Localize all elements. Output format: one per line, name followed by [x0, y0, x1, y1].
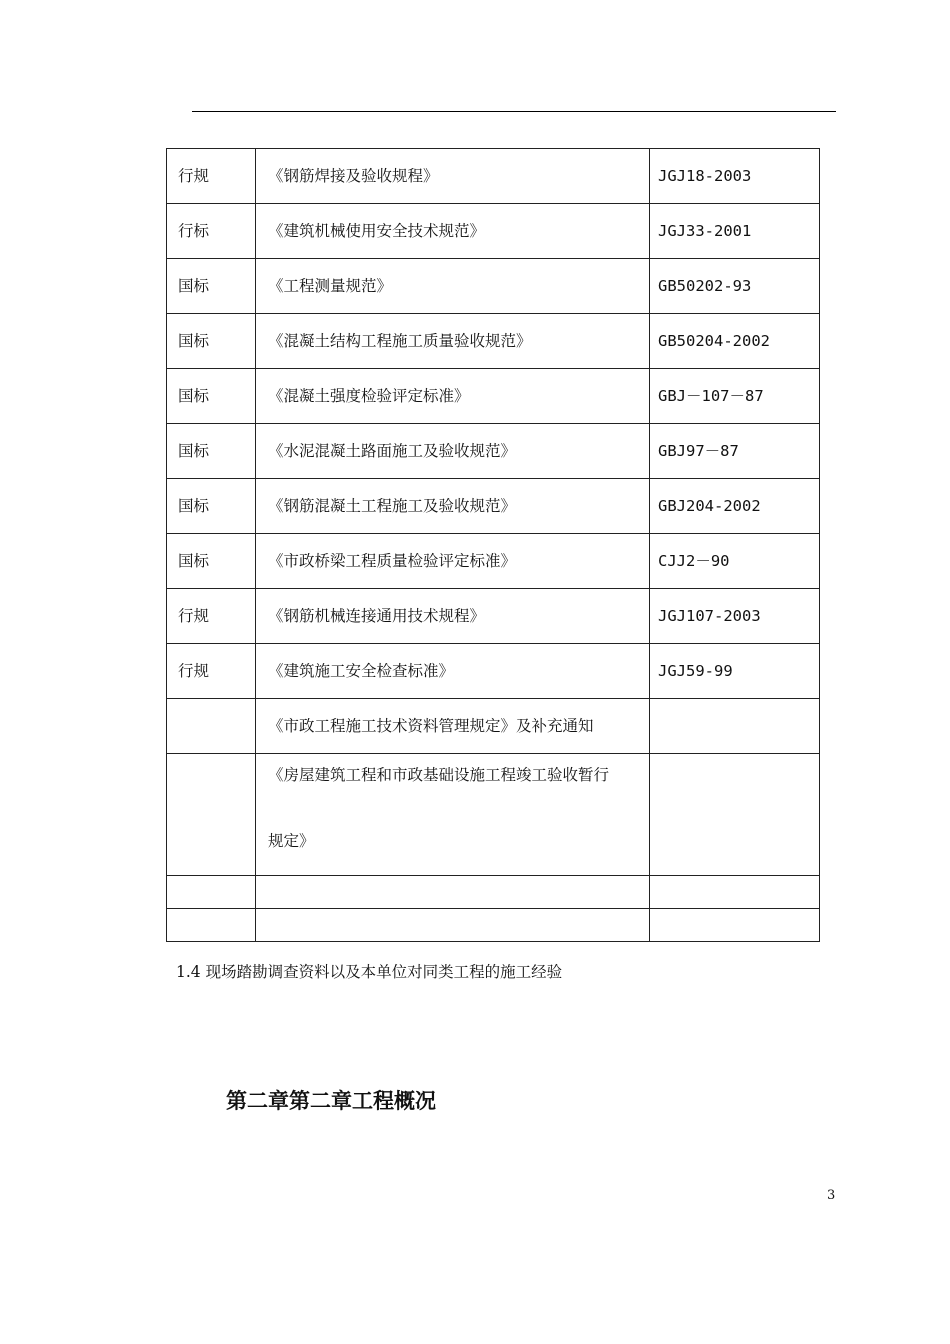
standard-code-cell — [650, 876, 820, 909]
title-line-1: 《房屋建筑工程和市政基础设施工程竣工验收暂行 — [268, 766, 610, 784]
standard-title-cell — [256, 909, 650, 942]
category-cell — [167, 876, 256, 909]
category-cell: 国标 — [167, 424, 256, 479]
category-cell: 国标 — [167, 369, 256, 424]
standard-title-cell: 《市政工程施工技术资料管理规定》及补充通知 — [256, 699, 650, 754]
standard-title-cell — [256, 876, 650, 909]
standard-code-cell: GB50204-2002 — [650, 314, 820, 369]
standard-title-cell — [256, 754, 650, 876]
standard-title-cell: 《混凝土强度检验评定标准》 — [256, 369, 650, 424]
page-number: 3 — [827, 1188, 836, 1203]
category-cell: 行规 — [167, 644, 256, 699]
table-row — [167, 534, 820, 589]
standard-code-cell: GB50202-93 — [650, 259, 820, 314]
standard-code-cell: JGJ107-2003 — [650, 589, 820, 644]
table-row — [167, 424, 820, 479]
table-row — [167, 149, 820, 204]
table-row — [167, 314, 820, 369]
category-cell — [167, 699, 256, 754]
standard-title-cell: 《建筑机械使用安全技术规范》 — [256, 204, 650, 259]
standard-code-cell: GBJ204-2002 — [650, 479, 820, 534]
standard-code-cell: GBJ－107－87 — [650, 369, 820, 424]
standard-code-cell: JGJ18-2003 — [650, 149, 820, 204]
table-row — [167, 909, 820, 942]
table-row — [167, 644, 820, 699]
table-row — [167, 369, 820, 424]
standard-title-cell: 《钢筋机械连接通用技术规程》 — [256, 589, 650, 644]
category-cell: 国标 — [167, 479, 256, 534]
category-cell: 行规 — [167, 149, 256, 204]
table-row — [167, 479, 820, 534]
table-row — [167, 259, 820, 314]
standard-code-cell: JGJ33-2001 — [650, 204, 820, 259]
standard-code-cell: GBJ97－87 — [650, 424, 820, 479]
standard-code-cell — [650, 909, 820, 942]
table-row — [167, 754, 820, 876]
table-row — [167, 204, 820, 259]
standard-code-cell — [650, 754, 820, 876]
section-heading: 1.4 现场踏勘调查资料以及本单位对同类工程的施工经验 — [176, 963, 563, 981]
standard-code-cell: CJJ2－90 — [650, 534, 820, 589]
standard-code-cell — [650, 699, 820, 754]
table-row — [167, 876, 820, 909]
title-text-block — [268, 742, 649, 874]
category-cell — [167, 909, 256, 942]
standard-title-cell: 《水泥混凝土路面施工及验收规范》 — [256, 424, 650, 479]
category-cell: 国标 — [167, 534, 256, 589]
title-line-2: 规定》 — [268, 832, 315, 850]
standard-code-cell: JGJ59-99 — [650, 644, 820, 699]
standard-title-cell: 《混凝土结构工程施工质量验收规范》 — [256, 314, 650, 369]
standard-title-cell: 《钢筋焊接及验收规程》 — [256, 149, 650, 204]
category-cell: 国标 — [167, 314, 256, 369]
chapter-heading: 第二章第二章工程概况 — [226, 1089, 436, 1113]
category-cell — [167, 754, 256, 876]
standard-title-cell: 《工程测量规范》 — [256, 259, 650, 314]
category-cell: 国标 — [167, 259, 256, 314]
standard-title-cell: 《钢筋混凝土工程施工及验收规范》 — [256, 479, 650, 534]
standard-title-cell: 《市政桥梁工程质量检验评定标准》 — [256, 534, 650, 589]
standard-title-cell: 《建筑施工安全检查标准》 — [256, 644, 650, 699]
standards-table — [166, 148, 820, 942]
category-cell: 行标 — [167, 204, 256, 259]
table-row — [167, 589, 820, 644]
header-rule — [192, 111, 836, 112]
category-cell: 行规 — [167, 589, 256, 644]
